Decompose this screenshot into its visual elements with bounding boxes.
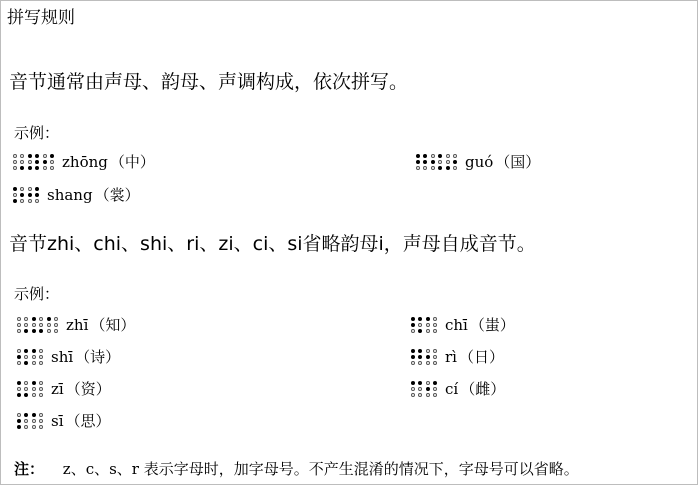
braille-cells (17, 413, 44, 430)
braille-dot-flat (24, 381, 28, 385)
braille-cell (32, 349, 44, 366)
braille-dot-raised (28, 166, 32, 170)
braille-cell (446, 154, 458, 171)
braille-dot-flat (28, 187, 32, 191)
braille-dot-raised (28, 193, 32, 197)
braille-dot-flat (17, 323, 21, 327)
braille-cell (32, 381, 44, 398)
footnote-heading: 注： (14, 460, 45, 478)
braille-cell (426, 317, 438, 334)
braille-dot-flat (39, 355, 43, 359)
braille-dot-raised (24, 329, 28, 333)
braille-cells (17, 317, 59, 334)
braille-cell (17, 317, 29, 334)
braille-dot-raised (17, 419, 21, 423)
braille-dot-flat (50, 166, 54, 170)
braille-cell (431, 154, 443, 171)
example-shang (13, 184, 140, 206)
braille-dot-raised (32, 329, 36, 333)
example-shi (17, 346, 120, 368)
example-si (17, 410, 111, 432)
braille-dot-flat (32, 355, 36, 359)
braille-dot-flat (39, 349, 43, 353)
example-pinyin: shang (47, 186, 93, 204)
example-pinyin: zhōng (62, 153, 108, 171)
braille-dot-raised (411, 317, 415, 321)
braille-dot-flat (17, 361, 21, 365)
page-title: 拼写规则 (7, 8, 75, 28)
braille-dot-raised (20, 193, 24, 197)
braille-dot-raised (418, 381, 422, 385)
braille-dot-flat (411, 387, 415, 391)
rule-2-example-label: 示例： (14, 285, 60, 303)
example-ci (411, 378, 505, 400)
braille-dot-flat (17, 413, 21, 417)
braille-dot-flat (433, 349, 437, 353)
example-hanzi: （国） (495, 153, 541, 171)
braille-dot-flat (426, 329, 430, 333)
braille-dot-flat (433, 393, 437, 397)
example-pinyin: cí (445, 380, 459, 398)
braille-dot-flat (411, 329, 415, 333)
braille-dot-flat (426, 393, 430, 397)
braille-cell (32, 317, 44, 334)
braille-cell (17, 381, 29, 398)
braille-dot-flat (13, 160, 17, 164)
braille-cells (416, 154, 458, 171)
braille-dot-raised (453, 160, 457, 164)
footnote (14, 458, 579, 480)
braille-cells (13, 187, 40, 204)
braille-dot-raised (13, 187, 17, 191)
example-zi (17, 378, 111, 400)
braille-dot-flat (39, 323, 43, 327)
braille-dot-raised (35, 160, 39, 164)
braille-cell (411, 381, 423, 398)
braille-dot-flat (24, 317, 28, 321)
braille-dot-flat (423, 166, 427, 170)
braille-dot-flat (418, 361, 422, 365)
braille-dot-flat (426, 361, 430, 365)
braille-dot-flat (13, 193, 17, 197)
braille-dot-flat (39, 317, 43, 321)
braille-dot-flat (39, 381, 43, 385)
braille-cell (426, 381, 438, 398)
braille-cells (17, 381, 44, 398)
braille-dot-flat (20, 160, 24, 164)
braille-dot-flat (43, 166, 47, 170)
braille-dot-flat (446, 154, 450, 158)
braille-dot-flat (20, 154, 24, 158)
braille-dot-flat (433, 323, 437, 327)
braille-dot-flat (418, 393, 422, 397)
braille-dot-raised (426, 355, 430, 359)
braille-dot-flat (39, 361, 43, 365)
braille-dot-flat (47, 323, 51, 327)
braille-dot-flat (433, 329, 437, 333)
braille-dot-flat (32, 419, 36, 423)
braille-dot-flat (24, 355, 28, 359)
braille-dot-flat (32, 387, 36, 391)
braille-dot-raised (416, 154, 420, 158)
braille-dot-flat (433, 387, 437, 391)
braille-dot-flat (54, 323, 58, 327)
braille-dot-raised (28, 154, 32, 158)
braille-dot-flat (431, 154, 435, 158)
example-hanzi: （日） (458, 348, 504, 366)
braille-dot-flat (433, 355, 437, 359)
braille-dot-flat (32, 323, 36, 327)
example-pinyin: rì (445, 348, 457, 366)
braille-dot-flat (20, 187, 24, 191)
example-pinyin: shī (51, 348, 74, 366)
braille-dot-raised (418, 317, 422, 321)
braille-dot-flat (24, 387, 28, 391)
rule-2-text: 音节zhi、chi、shi、ri、zi、ci、si省略韵母i，声母自成音节。 (9, 233, 536, 255)
braille-dot-flat (24, 425, 28, 429)
braille-dot-raised (17, 381, 21, 385)
example-hanzi: （中） (109, 153, 155, 171)
braille-dot-raised (32, 349, 36, 353)
braille-dot-raised (426, 387, 430, 391)
example-pinyin: zī (51, 380, 64, 398)
braille-dot-raised (50, 154, 54, 158)
braille-dot-flat (17, 329, 21, 333)
braille-dot-flat (28, 199, 32, 203)
footnote-letters: z、c、s、r (62, 460, 139, 478)
braille-dot-flat (39, 419, 43, 423)
braille-dot-raised (20, 166, 24, 170)
braille-dot-raised (411, 381, 415, 385)
braille-dot-flat (426, 349, 430, 353)
braille-dot-raised (431, 160, 435, 164)
braille-dot-flat (20, 199, 24, 203)
braille-dot-flat (43, 154, 47, 158)
braille-cells (13, 154, 55, 171)
braille-dot-raised (418, 349, 422, 353)
example-pinyin: chī (445, 316, 468, 334)
braille-dot-raised (433, 381, 437, 385)
braille-cells (411, 349, 438, 366)
braille-dot-raised (35, 154, 39, 158)
braille-dot-raised (17, 393, 21, 397)
braille-dot-raised (35, 193, 39, 197)
braille-dot-flat (431, 166, 435, 170)
braille-cell (426, 349, 438, 366)
braille-cell (17, 413, 29, 430)
braille-dot-flat (426, 323, 430, 327)
braille-cell (28, 187, 40, 204)
example-hanzi: （知） (90, 316, 136, 334)
braille-dot-flat (411, 393, 415, 397)
braille-dot-flat (17, 387, 21, 391)
braille-dot-raised (418, 355, 422, 359)
example-hanzi: （思） (65, 412, 111, 430)
braille-dot-raised (32, 317, 36, 321)
braille-dot-raised (13, 199, 17, 203)
braille-dot-flat (28, 160, 32, 164)
braille-dot-flat (418, 387, 422, 391)
example-zhi (17, 314, 135, 336)
braille-dot-flat (411, 361, 415, 365)
braille-dot-raised (35, 166, 39, 170)
braille-cell (13, 154, 25, 171)
braille-dot-raised (47, 317, 51, 321)
footnote-text: 表示字母时，加字母号。不产生混淆的情况下，字母号可以省略。 (143, 460, 579, 478)
braille-cell (411, 349, 423, 366)
example-zhong (13, 151, 155, 173)
braille-dot-flat (54, 329, 58, 333)
braille-dot-flat (13, 166, 17, 170)
braille-dot-flat (24, 323, 28, 327)
braille-dot-raised (423, 160, 427, 164)
braille-cell (32, 413, 44, 430)
braille-cell (43, 154, 55, 171)
braille-dot-flat (32, 393, 36, 397)
example-chi (411, 314, 515, 336)
braille-dot-raised (17, 355, 21, 359)
braille-dot-raised (32, 381, 36, 385)
braille-cell (17, 349, 29, 366)
braille-dot-raised (39, 329, 43, 333)
example-hanzi: （蚩） (469, 316, 515, 334)
braille-dot-flat (433, 361, 437, 365)
braille-dot-flat (50, 160, 54, 164)
braille-cells (411, 317, 438, 334)
braille-dot-flat (32, 361, 36, 365)
braille-dot-flat (32, 425, 36, 429)
braille-cells (17, 349, 44, 366)
braille-dot-flat (39, 393, 43, 397)
braille-dot-flat (453, 166, 457, 170)
braille-dot-raised (43, 160, 47, 164)
braille-dot-flat (35, 199, 39, 203)
braille-cell (28, 154, 40, 171)
braille-dot-raised (438, 154, 442, 158)
example-hanzi: （资） (65, 380, 111, 398)
braille-dot-flat (47, 329, 51, 333)
braille-dot-raised (426, 317, 430, 321)
braille-dot-raised (32, 413, 36, 417)
braille-dot-flat (54, 317, 58, 321)
example-pinyin: zhī (66, 316, 89, 334)
braille-cell (411, 317, 423, 334)
braille-dot-raised (17, 425, 21, 429)
braille-dot-raised (411, 349, 415, 353)
braille-dot-raised (416, 160, 420, 164)
braille-dot-raised (411, 323, 415, 327)
braille-dot-raised (411, 355, 415, 359)
braille-dot-raised (438, 166, 442, 170)
braille-dot-flat (39, 425, 43, 429)
braille-cells (411, 381, 438, 398)
braille-dot-flat (39, 387, 43, 391)
braille-dot-raised (24, 349, 28, 353)
example-pinyin: guó (465, 153, 494, 171)
braille-dot-flat (438, 160, 442, 164)
braille-dot-raised (446, 166, 450, 170)
braille-dot-raised (35, 187, 39, 191)
braille-cell (416, 154, 428, 171)
rule-1-text: 音节通常由声母、韵母、声调构成，依次拼写。 (9, 71, 409, 93)
rule-1-example-label: 示例： (14, 124, 60, 142)
braille-dot-flat (446, 160, 450, 164)
example-hanzi: （诗） (75, 348, 121, 366)
braille-dot-raised (24, 413, 28, 417)
braille-dot-flat (433, 317, 437, 321)
example-ri (411, 346, 504, 368)
braille-dot-flat (416, 166, 420, 170)
example-hanzi: （裳） (94, 186, 140, 204)
braille-dot-flat (453, 154, 457, 158)
braille-dot-raised (24, 393, 28, 397)
braille-dot-flat (418, 323, 422, 327)
braille-cell (13, 187, 25, 204)
braille-dot-flat (17, 349, 21, 353)
example-guo (416, 151, 540, 173)
braille-dot-flat (426, 381, 430, 385)
braille-dot-flat (39, 413, 43, 417)
braille-dot-raised (418, 329, 422, 333)
example-hanzi: （雌） (460, 380, 506, 398)
braille-dot-raised (423, 154, 427, 158)
braille-dot-flat (17, 317, 21, 321)
braille-dot-raised (24, 361, 28, 365)
example-pinyin: sī (51, 412, 64, 430)
braille-dot-flat (13, 154, 17, 158)
braille-dot-flat (24, 419, 28, 423)
braille-cell (47, 317, 59, 334)
